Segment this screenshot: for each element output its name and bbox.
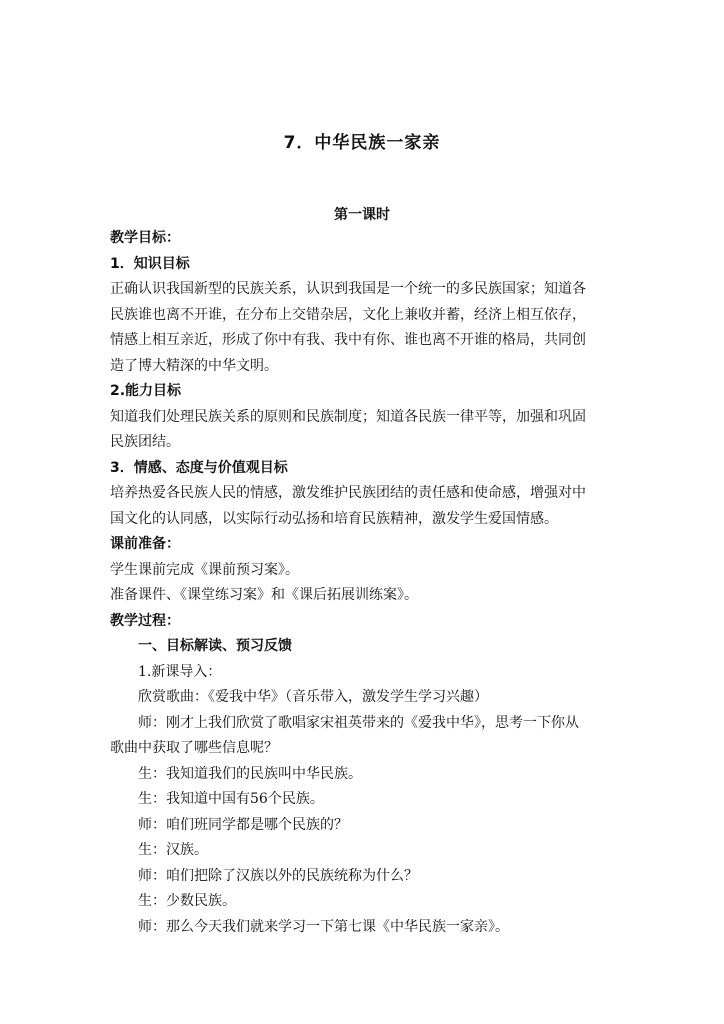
heading-teaching-goals: 教学目标： <box>110 230 180 246</box>
paragraph-line: 准备课件、《课堂练习案》和《课后拓展训练案》。 <box>110 587 418 603</box>
paragraph-line: 学生课前完成《课前预习案》。 <box>110 561 299 578</box>
paragraph-line: 民族谁也离不开谁，在分布上交错杂居，文化上兼收并蓄，经济上相互依存， <box>110 306 586 323</box>
dialogue-line: 师：那么今天我们就来学习一下第七课《中华民族一家亲》。 <box>138 918 509 935</box>
heading-emotion-goal: 3．情感、态度与价值观目标 <box>110 459 288 476</box>
heading-ability-goal: 2.能力目标 <box>110 383 182 399</box>
paragraph-line: 民族团结。 <box>110 434 180 450</box>
dialogue-line: 生：少数民族。 <box>138 893 236 909</box>
paragraph-line: 1.新课导入： <box>138 663 222 680</box>
dialogue-line: 生：我知道中国有56个民族。 <box>138 791 324 807</box>
dialogue-line: 师：咱们班同学都是哪个民族的？ <box>138 816 348 833</box>
heading-teaching-process: 教学过程： <box>110 612 180 629</box>
paragraph-line: 正确认识我国新型的民族关系，认识到我国是一个统一的多民族国家；知道各 <box>110 281 586 297</box>
document-title: 7．中华民族一家亲 <box>283 133 441 153</box>
dialogue-line: 师：刚才上我们欣赏了歌唱家宋祖英带来的《爱我中华》，思考一下你从 <box>138 714 579 731</box>
heading-section-one: 一、目标解读、预习反馈 <box>138 638 292 654</box>
paragraph-line: 情感上相互亲近，形成了你中有我、我中有你、谁也离不开谁的格局，共同创 <box>110 332 586 348</box>
heading-knowledge-goal: 1．知识目标 <box>110 255 190 272</box>
paragraph-line: 培养热爱各民族人民的情感，激发维护民族团结的责任感和使命感，增强对中 <box>110 485 586 501</box>
paragraph-line: 欣赏歌曲：《爱我中华》（音乐带入，激发学生学习兴趣） <box>138 689 488 705</box>
paragraph-line: 国文化的认同感，以实际行动弘扬和培育民族精神，激发学生爱国情感。 <box>110 510 558 527</box>
dialogue-line: 生：汉族。 <box>138 842 208 858</box>
dialogue-line: 歌曲中获取了哪些信息呢？ <box>110 740 278 756</box>
paragraph-line: 知道我们处理民族关系的原则和民族制度；知道各民族一律平等，加强和巩固 <box>110 408 586 425</box>
lesson-subtitle: 第一课时 <box>334 207 390 223</box>
heading-preparation: 课前准备： <box>110 536 180 552</box>
dialogue-line: 生：我知道我们的民族叫中华民族。 <box>138 765 362 782</box>
paragraph-line: 造了博大精深的中华文明。 <box>110 357 278 374</box>
document-body <box>110 226 620 940</box>
dialogue-line: 师：咱们把除了汉族以外的民族统称为什么？ <box>138 867 418 884</box>
